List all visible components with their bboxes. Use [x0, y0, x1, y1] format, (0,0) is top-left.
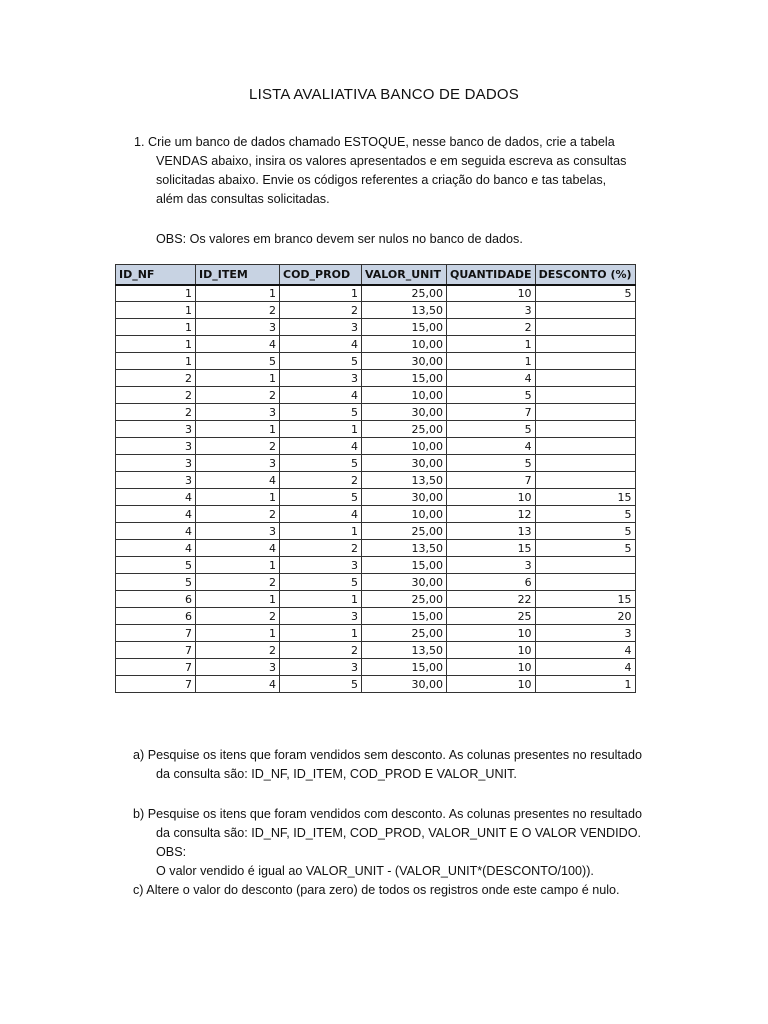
- table-row: [116, 608, 636, 625]
- cell-cod-prod: 3: [280, 608, 362, 625]
- cell-desconto: 1: [535, 676, 635, 693]
- cell-desconto: [535, 302, 635, 319]
- table-row: [116, 625, 636, 642]
- cell-quantidade: 1: [447, 336, 536, 353]
- cell-desconto: 5: [535, 540, 635, 557]
- cell-id-item: 2: [196, 302, 280, 319]
- cell-id-item: 3: [196, 659, 280, 676]
- cell-cod-prod: 2: [280, 472, 362, 489]
- cell-quantidade: 4: [447, 438, 536, 455]
- cell-id-nf: 7: [116, 659, 196, 676]
- cell-id-nf: 7: [116, 642, 196, 659]
- cell-desconto: 5: [535, 506, 635, 523]
- cell-id-item: 2: [196, 387, 280, 404]
- cell-cod-prod: 5: [280, 404, 362, 421]
- cell-cod-prod: 3: [280, 319, 362, 336]
- cell-cod-prod: 2: [280, 302, 362, 319]
- cell-quantidade: 10: [447, 659, 536, 676]
- cell-cod-prod: 3: [280, 659, 362, 676]
- cell-quantidade: 10: [447, 642, 536, 659]
- question-b: [133, 805, 673, 881]
- cell-valor-unit: 30,00: [362, 489, 447, 506]
- cell-valor-unit: 13,50: [362, 642, 447, 659]
- question-b-line: O valor vendido é igual ao VALOR_UNIT - (VALOR_UNIT*(DESCONTO/100)).: [156, 864, 594, 878]
- table-row: [116, 557, 636, 574]
- cell-desconto: [535, 421, 635, 438]
- cell-quantidade: 3: [447, 302, 536, 319]
- cell-desconto: 3: [535, 625, 635, 642]
- table-row: [116, 642, 636, 659]
- header-cod-prod: COD_PROD: [280, 265, 362, 285]
- cell-id-nf: 5: [116, 557, 196, 574]
- cell-id-nf: 4: [116, 540, 196, 557]
- cell-id-item: 2: [196, 608, 280, 625]
- cell-cod-prod: 5: [280, 353, 362, 370]
- table-row: [116, 523, 636, 540]
- header-id-nf: ID_NF: [116, 265, 196, 285]
- cell-valor-unit: 15,00: [362, 659, 447, 676]
- cell-quantidade: 3: [447, 557, 536, 574]
- cell-id-item: 4: [196, 540, 280, 557]
- cell-quantidade: 13: [447, 523, 536, 540]
- cell-cod-prod: 3: [280, 370, 362, 387]
- cell-desconto: [535, 370, 635, 387]
- cell-id-item: 3: [196, 523, 280, 540]
- cell-cod-prod: 4: [280, 387, 362, 404]
- cell-quantidade: 22: [447, 591, 536, 608]
- cell-valor-unit: 10,00: [362, 336, 447, 353]
- cell-valor-unit: 30,00: [362, 574, 447, 591]
- cell-quantidade: 10: [447, 676, 536, 693]
- obs-note: OBS: Os valores em branco devem ser nulos no banco de dados.: [156, 232, 523, 246]
- cell-desconto: 5: [535, 523, 635, 540]
- question-a: [133, 746, 673, 784]
- cell-desconto: [535, 319, 635, 336]
- cell-quantidade: 6: [447, 574, 536, 591]
- vendas-table: [115, 264, 636, 693]
- cell-id-nf: 1: [116, 302, 196, 319]
- question-b-line: da consulta são: ID_NF, ID_ITEM, COD_PROD, VALOR_UNIT E O VALOR VENDIDO. OBS:: [156, 826, 641, 859]
- cell-id-nf: 7: [116, 625, 196, 642]
- cell-id-nf: 5: [116, 574, 196, 591]
- cell-id-item: 5: [196, 353, 280, 370]
- header-id-item: ID_ITEM: [196, 265, 280, 285]
- cell-id-nf: 4: [116, 489, 196, 506]
- cell-desconto: [535, 438, 635, 455]
- cell-desconto: [535, 472, 635, 489]
- table-row: [116, 370, 636, 387]
- cell-cod-prod: 4: [280, 438, 362, 455]
- cell-quantidade: 1: [447, 353, 536, 370]
- question-1-line: solicitadas abaixo. Envie os códigos referentes a criação do banco e tas tabelas,: [156, 173, 607, 187]
- header-desconto: DESCONTO (%): [535, 265, 635, 285]
- cell-quantidade: 5: [447, 387, 536, 404]
- cell-id-item: 2: [196, 642, 280, 659]
- cell-valor-unit: 10,00: [362, 438, 447, 455]
- cell-cod-prod: 1: [280, 625, 362, 642]
- cell-id-nf: 3: [116, 472, 196, 489]
- question-a-line: da consulta são: ID_NF, ID_ITEM, COD_PROD E VALOR_UNIT.: [156, 767, 517, 781]
- cell-quantidade: 7: [447, 472, 536, 489]
- table-row: [116, 319, 636, 336]
- cell-cod-prod: 1: [280, 285, 362, 302]
- cell-cod-prod: 5: [280, 676, 362, 693]
- cell-id-item: 1: [196, 625, 280, 642]
- cell-cod-prod: 1: [280, 421, 362, 438]
- cell-id-nf: 1: [116, 336, 196, 353]
- cell-id-nf: 2: [116, 387, 196, 404]
- cell-id-item: 1: [196, 285, 280, 302]
- cell-desconto: 15: [535, 489, 635, 506]
- cell-id-item: 1: [196, 421, 280, 438]
- table-row: [116, 387, 636, 404]
- cell-quantidade: 5: [447, 455, 536, 472]
- cell-valor-unit: 25,00: [362, 421, 447, 438]
- cell-quantidade: 5: [447, 421, 536, 438]
- cell-valor-unit: 15,00: [362, 370, 447, 387]
- table-row: [116, 455, 636, 472]
- table-row: [116, 336, 636, 353]
- table-row: [116, 421, 636, 438]
- cell-id-item: 1: [196, 557, 280, 574]
- cell-quantidade: 7: [447, 404, 536, 421]
- cell-cod-prod: 2: [280, 540, 362, 557]
- cell-desconto: [535, 574, 635, 591]
- cell-id-item: 3: [196, 319, 280, 336]
- cell-id-item: 2: [196, 506, 280, 523]
- question-1-line: VENDAS abaixo, insira os valores apresentados e em seguida escreva as consultas: [156, 154, 627, 168]
- cell-quantidade: 15: [447, 540, 536, 557]
- table-row: [116, 489, 636, 506]
- cell-quantidade: 25: [447, 608, 536, 625]
- cell-id-nf: 1: [116, 285, 196, 302]
- question-c-line: c) Altere o valor do desconto (para zero) de todos os registros onde este campo é nulo.: [133, 883, 620, 897]
- cell-valor-unit: 10,00: [362, 506, 447, 523]
- cell-cod-prod: 2: [280, 642, 362, 659]
- cell-valor-unit: 15,00: [362, 608, 447, 625]
- question-1-line: além das consultas solicitadas.: [156, 192, 330, 206]
- page-title: LISTA AVALIATIVA BANCO DE DADOS: [249, 86, 519, 103]
- cell-desconto: [535, 336, 635, 353]
- cell-valor-unit: 25,00: [362, 591, 447, 608]
- question-b-line: b) Pesquise os itens que foram vendidos com desconto. As colunas presentes no resultado: [133, 807, 642, 821]
- cell-valor-unit: 25,00: [362, 625, 447, 642]
- cell-valor-unit: 30,00: [362, 353, 447, 370]
- cell-valor-unit: 15,00: [362, 319, 447, 336]
- table-row: [116, 540, 636, 557]
- cell-id-nf: 7: [116, 676, 196, 693]
- cell-quantidade: 2: [447, 319, 536, 336]
- table-row: [116, 676, 636, 693]
- cell-id-item: 4: [196, 472, 280, 489]
- cell-valor-unit: 25,00: [362, 523, 447, 540]
- cell-id-nf: 6: [116, 608, 196, 625]
- table-body: [116, 285, 636, 693]
- cell-id-nf: 4: [116, 506, 196, 523]
- cell-cod-prod: 1: [280, 523, 362, 540]
- cell-id-item: 4: [196, 676, 280, 693]
- table-row: [116, 472, 636, 489]
- cell-id-nf: 2: [116, 404, 196, 421]
- question-1: [134, 133, 654, 209]
- cell-desconto: 4: [535, 642, 635, 659]
- cell-desconto: 15: [535, 591, 635, 608]
- cell-id-item: 2: [196, 574, 280, 591]
- table-row: [116, 591, 636, 608]
- cell-cod-prod: 4: [280, 506, 362, 523]
- cell-desconto: [535, 404, 635, 421]
- cell-valor-unit: 30,00: [362, 676, 447, 693]
- cell-id-nf: 2: [116, 370, 196, 387]
- cell-id-nf: 4: [116, 523, 196, 540]
- cell-id-nf: 1: [116, 353, 196, 370]
- cell-valor-unit: 30,00: [362, 404, 447, 421]
- table-header-row: [116, 265, 636, 285]
- cell-desconto: 5: [535, 285, 635, 302]
- question-c: [133, 881, 673, 900]
- cell-valor-unit: 13,50: [362, 302, 447, 319]
- cell-desconto: [535, 353, 635, 370]
- table-row: [116, 302, 636, 319]
- cell-desconto: 4: [535, 659, 635, 676]
- cell-valor-unit: 13,50: [362, 472, 447, 489]
- table-row: [116, 574, 636, 591]
- cell-desconto: [535, 557, 635, 574]
- cell-id-nf: 3: [116, 438, 196, 455]
- table-row: [116, 506, 636, 523]
- cell-id-item: 1: [196, 370, 280, 387]
- cell-valor-unit: 13,50: [362, 540, 447, 557]
- cell-cod-prod: 1: [280, 591, 362, 608]
- cell-desconto: 20: [535, 608, 635, 625]
- cell-quantidade: 10: [447, 489, 536, 506]
- question-1-line: 1. Crie um banco de dados chamado ESTOQUE, nesse banco de dados, crie a tabela: [134, 135, 615, 149]
- cell-desconto: [535, 455, 635, 472]
- cell-id-item: 3: [196, 455, 280, 472]
- cell-valor-unit: 30,00: [362, 455, 447, 472]
- cell-desconto: [535, 387, 635, 404]
- cell-quantidade: 10: [447, 285, 536, 302]
- cell-id-item: 2: [196, 438, 280, 455]
- cell-cod-prod: 5: [280, 574, 362, 591]
- header-quantidade: QUANTIDADE: [447, 265, 536, 285]
- cell-id-item: 4: [196, 336, 280, 353]
- cell-cod-prod: 5: [280, 489, 362, 506]
- table-row: [116, 404, 636, 421]
- cell-id-nf: 3: [116, 421, 196, 438]
- cell-id-item: 1: [196, 489, 280, 506]
- cell-cod-prod: 4: [280, 336, 362, 353]
- table-row: [116, 353, 636, 370]
- cell-quantidade: 10: [447, 625, 536, 642]
- cell-id-nf: 3: [116, 455, 196, 472]
- cell-valor-unit: 25,00: [362, 285, 447, 302]
- header-valor-unit: VALOR_UNIT: [362, 265, 447, 285]
- table-row: [116, 438, 636, 455]
- cell-id-nf: 6: [116, 591, 196, 608]
- cell-cod-prod: 5: [280, 455, 362, 472]
- table-row: [116, 285, 636, 302]
- cell-quantidade: 12: [447, 506, 536, 523]
- cell-quantidade: 4: [447, 370, 536, 387]
- cell-valor-unit: 10,00: [362, 387, 447, 404]
- question-a-line: a) Pesquise os itens que foram vendidos sem desconto. As colunas presentes no resultado: [133, 748, 642, 762]
- cell-id-item: 3: [196, 404, 280, 421]
- table-row: [116, 659, 636, 676]
- cell-cod-prod: 3: [280, 557, 362, 574]
- cell-id-nf: 1: [116, 319, 196, 336]
- cell-valor-unit: 15,00: [362, 557, 447, 574]
- cell-id-item: 1: [196, 591, 280, 608]
